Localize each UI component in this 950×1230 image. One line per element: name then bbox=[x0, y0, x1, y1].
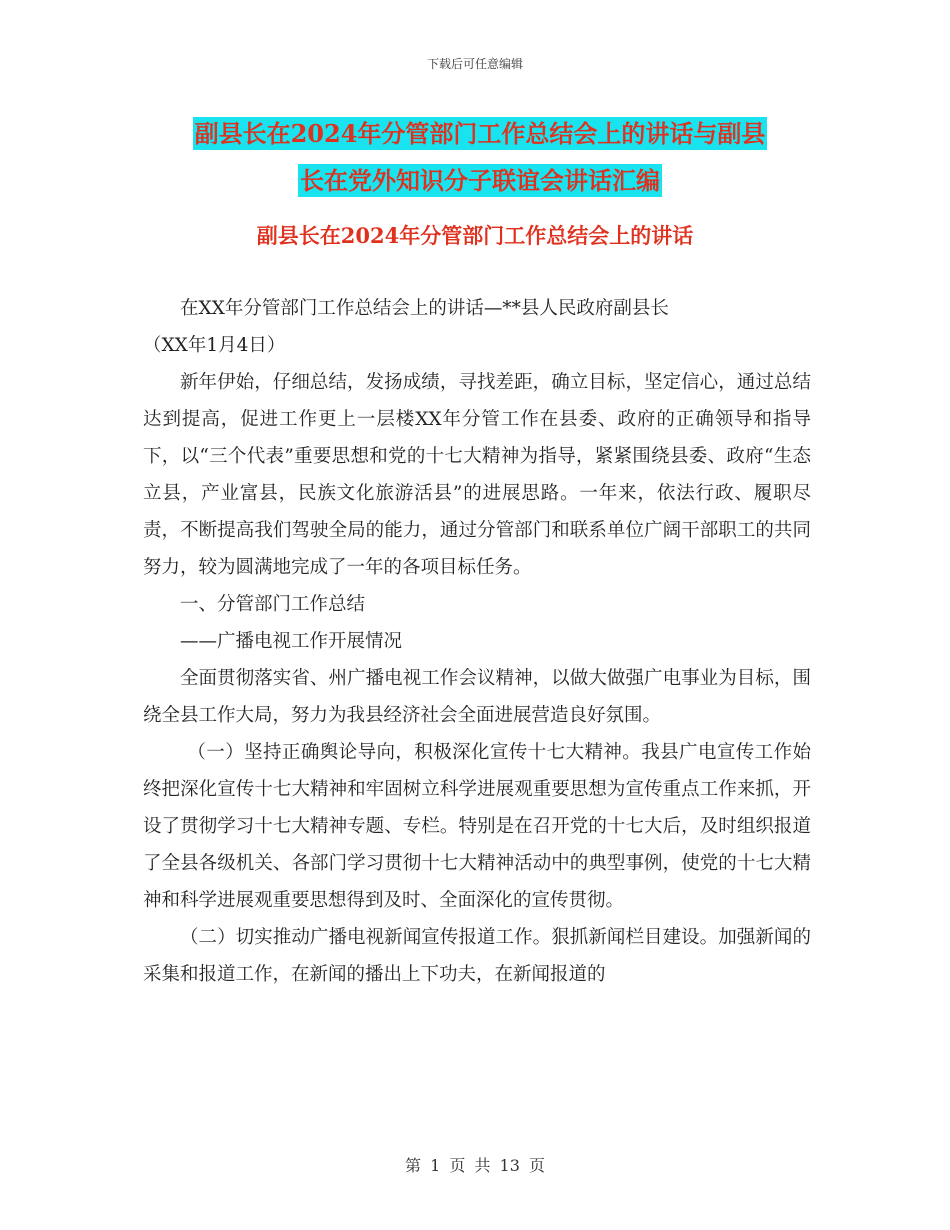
paragraph: ——广播电视工作开展情况 bbox=[180, 631, 403, 652]
paragraph: 在XX年分管部门工作总结会上的讲话—**县人民政府副县长 bbox=[180, 298, 669, 319]
header-note: 下载后可任意编辑 bbox=[426, 57, 523, 71]
title-line-1: 副县长在2024年分管部门工作总结会上的讲话与副县 bbox=[194, 119, 766, 148]
section-title: 副县长在2024年分管部门工作总结会上的讲话 bbox=[256, 223, 694, 248]
title-line-2: 长在党外知识分子联谊会讲话汇编 bbox=[300, 166, 660, 195]
paragraph: 全面贯彻落实省、州广播电视工作会议精神，以做大做强广电事业为目标，围绕全县工作大局，努力为我县经济社会全面进展营造良好氛围。 bbox=[143, 668, 811, 726]
document-title bbox=[140, 110, 820, 204]
paragraph: （一）坚持正确舆论导向，积极深化宣传十七大精神。我县广电宣传工作始终把深化宣传十七大精神和牢固树立科学进展观重要思想为宣传重点工作来抓，开设了贯彻学习十七大精神专题、专栏。特别是在召开党的十七大后，及时组织报道了全县各级机关、各部门学习贯彻十七大精神活动中的典型事例，使党的十七大精神和科学进展观重要思想得到及时、全面深化的宣传贯彻。 bbox=[143, 742, 811, 911]
document-body bbox=[143, 290, 811, 993]
page-number: 第 1 页 共 13 页 bbox=[405, 1156, 545, 1175]
paragraph: （XX年1月4日） bbox=[143, 335, 286, 356]
paragraph: 一、分管部门工作总结 bbox=[180, 594, 366, 615]
paragraph: （二）切实推动广播电视新闻宣传报道工作。狠抓新闻栏目建设。加强新闻的采集和报道工作，在新闻的播出上下功夫，在新闻报道的 bbox=[143, 927, 811, 985]
paragraph: 新年伊始，仔细总结，发扬成绩，寻找差距，确立目标，坚定信心，通过总结达到提高，促进工作更上一层楼XX年分管工作在县委、政府的正确领导和指导下，以“三个代表”重要思想和党的十七大精神为指导，紧紧围绕县委、政府“生态立县，产业富县，民族文化旅游活县”的进展思路。一年来，依法行政、履职尽责，不断提高我们驾驶全局的能力，通过分管部门和联系单位广阔干部职工的共同努力，较为圆满地完成了一年的各项目标任务。 bbox=[143, 372, 811, 578]
